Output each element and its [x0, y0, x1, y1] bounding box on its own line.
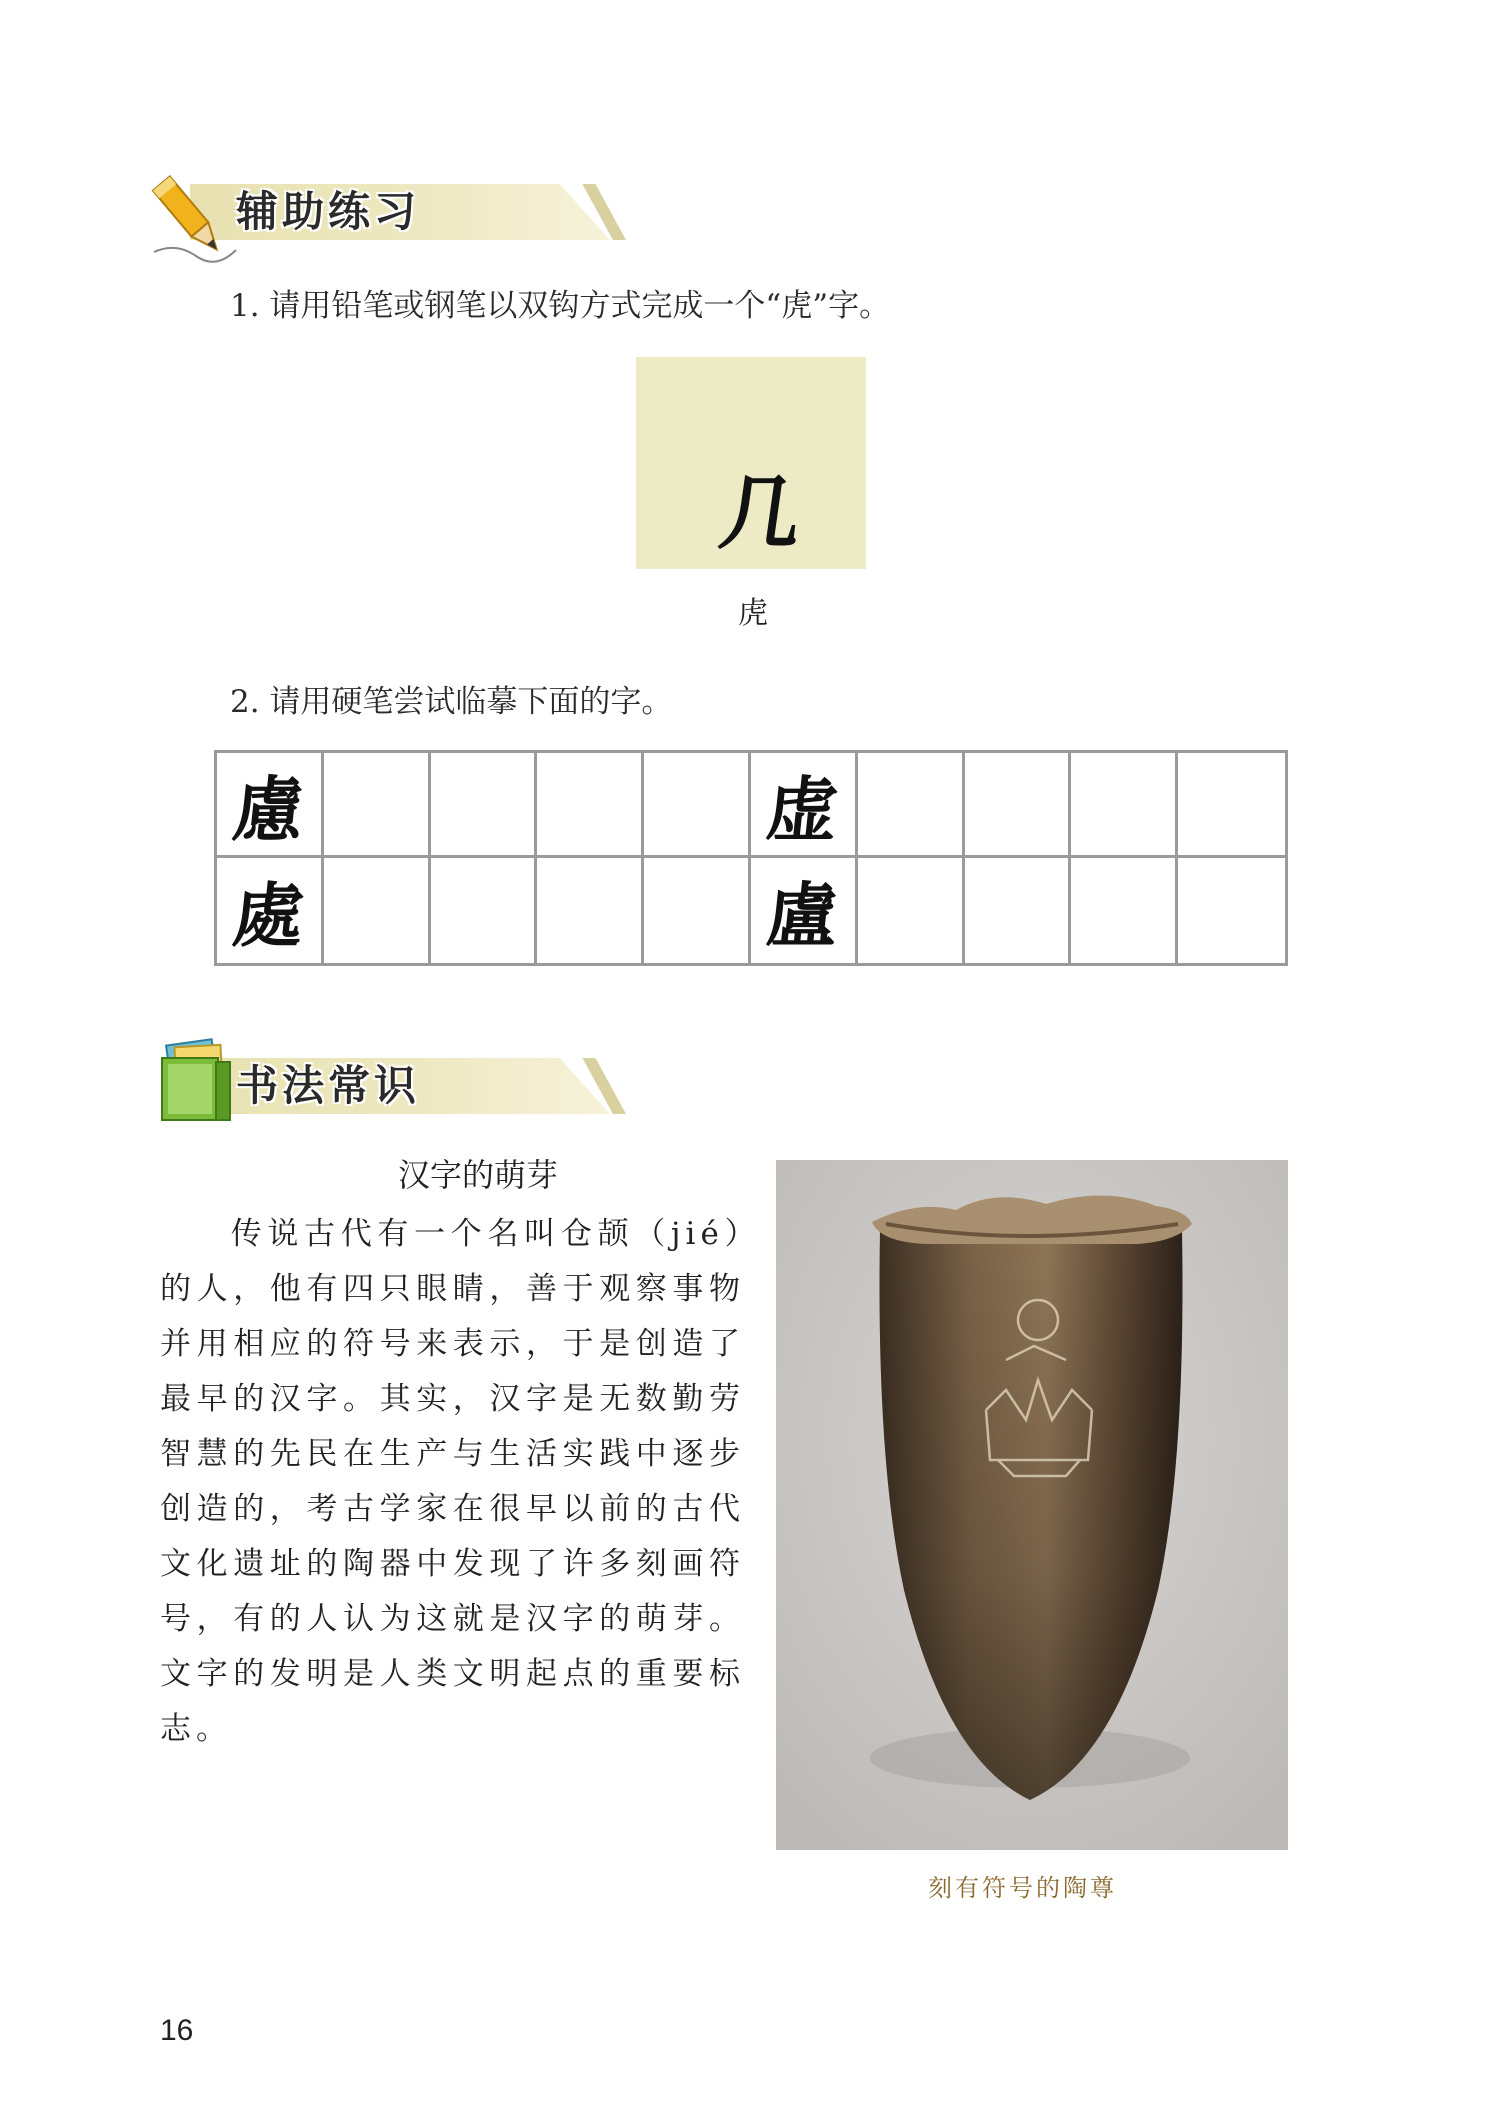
model-character: 慮	[229, 767, 308, 851]
grid-cell[interactable]	[537, 858, 644, 963]
section-title: 书法常识	[236, 1061, 421, 1110]
grid-cell	[751, 753, 858, 858]
pottery-vessel-image	[776, 1160, 1288, 1850]
question-1: 1. 请用铅笔或钢笔以双钩方式完成一个“虎”字。	[230, 288, 891, 324]
article-body	[160, 1207, 745, 1757]
section-header-knowledge	[150, 1052, 670, 1120]
model-character: 處	[229, 874, 308, 957]
books-icon	[154, 1036, 238, 1126]
grid-cell[interactable]	[644, 858, 751, 963]
grid-cell[interactable]	[1071, 753, 1178, 858]
grid-cell[interactable]	[431, 753, 538, 858]
photo-caption: 刻有符号的陶尊	[928, 1874, 1117, 1902]
grid-cell[interactable]	[324, 753, 431, 858]
practice-grid	[214, 750, 1288, 966]
grid-cell[interactable]	[1071, 858, 1178, 963]
sample-character-box	[636, 357, 866, 569]
grid-cell[interactable]	[965, 753, 1072, 858]
model-character: 盧	[763, 874, 842, 957]
sample-glyph: 几	[714, 466, 808, 560]
grid-cell	[751, 858, 858, 963]
grid-cell[interactable]	[858, 858, 965, 963]
grid-cell	[217, 858, 324, 963]
section-header-practice	[150, 178, 670, 246]
article-title: 汉字的萌芽	[398, 1156, 559, 1194]
sample-label: 虎	[738, 596, 768, 631]
grid-cell[interactable]	[324, 858, 431, 963]
grid-cell[interactable]	[1178, 858, 1285, 963]
model-character: 虚	[763, 767, 842, 851]
grid-cell[interactable]	[644, 753, 751, 858]
article-text: 传说古代有一个名叫仓颉（jié）的人，他有四只眼睛，善于观察事物并用相应的符号来表示，于是创造了最早的汉字。其实，汉字是无数勤劳智慧的先民在生产与生活实践中逐步创造的，考古学家在很早以前的古代文化遗址的陶器中发现了许多刻画符号，有的人认为这就是汉字的萌芽。文字的发明是人类文明起点的重要标志。	[160, 1216, 745, 1747]
grid-cell[interactable]	[431, 858, 538, 963]
section-title: 辅助练习	[236, 187, 421, 236]
pottery-photo	[776, 1160, 1288, 1850]
grid-cell[interactable]	[1178, 753, 1285, 858]
grid-cell[interactable]	[858, 753, 965, 858]
question-2: 2. 请用硬笔尝试临摹下面的字。	[230, 684, 673, 720]
grid-cell[interactable]	[965, 858, 1072, 963]
grid-cell	[217, 753, 324, 858]
page-number: 16	[160, 2014, 194, 2047]
grid-cell[interactable]	[537, 753, 644, 858]
